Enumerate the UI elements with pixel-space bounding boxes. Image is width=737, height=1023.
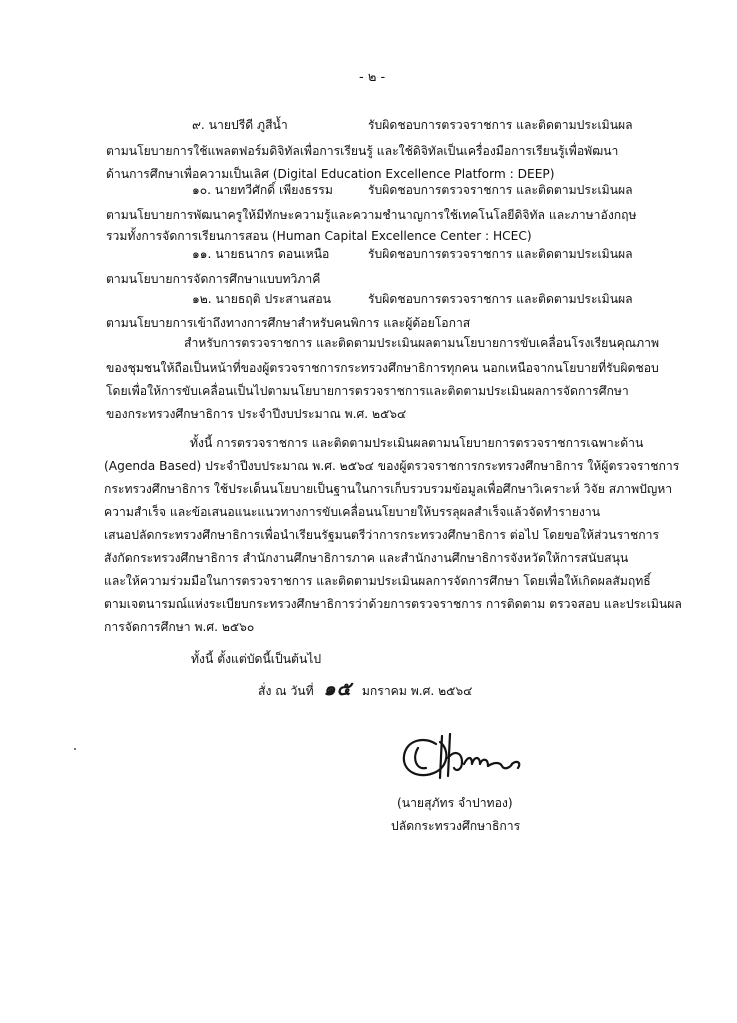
- order-date-prefix: สั่ง ณ วันที่: [258, 684, 314, 698]
- assignment-text: ตามนโยบายการจัดการศึกษาแบบทวิภาคี: [106, 272, 321, 286]
- paragraph-line: ของชุมชนให้ถือเป็นหน้าที่ของผู้ตรวจราชการกระทรวงศึกษาธิการทุกคน นอกเหนือจากนโยบายที่รับผิดชอบ: [106, 361, 659, 375]
- assignment-duty: รับผิดชอบการตรวจราชการ และติดตามประเมินผล: [368, 292, 633, 306]
- assignment-text: ตามนโยบายการใช้แพลตฟอร์มดิจิทัลเพื่อการเรียนรู้ และใช้ดิจิทัลเป็นเครื่องมือการเรียนรู้เพื่อพัฒนา: [106, 144, 619, 158]
- assignment-name: ๑๑. นายธนากร ดอนเหนือ: [192, 247, 330, 261]
- signatory-title: ปลัดกระทรวงศึกษาธิการ: [391, 819, 521, 833]
- page-number: - ๒ -: [359, 70, 386, 85]
- order-date: [258, 678, 473, 700]
- assignment-name: ๑๐. นายทวีศักดิ์ เพียงธรรม: [192, 183, 333, 197]
- assignment-text: ตามนโยบายการพัฒนาครูให้มีทักษะความรู้และความชำนาญการใช้เทคโนโลยีดิจิทัล และภาษาอังกฤษ: [106, 208, 637, 222]
- paragraph-line: สังกัดกระทรวงศึกษาธิการ สำนักงานศึกษาธิการภาค และสำนักงานศึกษาธิการจังหวัดให้การสนับสนุน: [104, 551, 629, 565]
- paragraph-line: โดยเพื่อให้การขับเคลื่อนเป็นไปตามนโยบายการตรวจราชการและติดตามประเมินผลการจัดการศึกษา: [106, 384, 629, 398]
- effective-statement: ทั้งนี้ ตั้งแต่บัดนี้เป็นต้นไป: [191, 652, 322, 666]
- paragraph-line: เสนอปลัดกระทรวงศึกษาธิการเพื่อนำเรียนรัฐมนตรีว่าการกระทรวงศึกษาธิการ ต่อไป โดยขอให้ส่วนราชการ: [104, 528, 660, 542]
- paragraph-line: ตามเจตนารมณ์แห่งระเบียบกระทรวงศึกษาธิการว่าด้วยการตรวจราชการ การติดตาม ตรวจสอบ และประเมินผล: [104, 597, 682, 611]
- assignment-duty: รับผิดชอบการตรวจราชการ และติดตามประเมินผล: [368, 247, 633, 261]
- assignment-duty: รับผิดชอบการตรวจราชการ และติดตามประเมินผล: [368, 118, 633, 132]
- paragraph-line: ของกระทรวงศึกษาธิการ ประจำปีงบประมาณ พ.ศ. ๒๕๖๔: [106, 407, 407, 421]
- paragraph-line: สำหรับการตรวจราชการ และติดตามประเมินผลตามนโยบายการขับเคลื่อนโรงเรียนคุณภาพ: [184, 336, 659, 350]
- assignment-text: ตามนโยบายการเข้าถึงทางการศึกษาสำหรับคนพิการ และผู้ด้อยโอกาส: [106, 316, 471, 330]
- paragraph-line: ความสำเร็จ และข้อเสนอแนะแนวทางการขับเคลื่อนนโยบายให้บรรลุผลสำเร็จแล้วจัดทำรายงาน: [104, 505, 601, 519]
- paragraph-line: (Agenda Based) ประจำปีงบประมาณ พ.ศ. ๒๕๖๔ ของผู้ตรวจราชการกระทรวงศึกษาธิการ ให้ผู้ตรวจราชการ: [104, 459, 680, 473]
- assignment-text: ด้านการศึกษาเพื่อความเป็นเลิศ (Digital Education Excellence Platform : DEEP): [106, 167, 555, 181]
- paragraph-line: และให้ความร่วมมือในการตรวจราชการ และติดตามประเมินผลการจัดการศึกษา โดยเพื่อให้เกิดผลสัมฤทธิ์: [104, 574, 651, 588]
- assignment-duty: รับผิดชอบการตรวจราชการ และติดตามประเมินผล: [368, 183, 633, 197]
- paragraph-line: ทั้งนี้ การตรวจราชการ และติดตามประเมินผลตามนโยบายการตรวจราชการเฉพาะด้าน: [190, 436, 644, 450]
- scan-speck: [74, 748, 76, 750]
- assignment-text: รวมทั้งการจัดการเรียนการสอน (Human Capital Excellence Center : HCEC): [106, 229, 532, 243]
- assignment-name: ๑๒. นายธฤติ ประสานสอน: [192, 292, 331, 306]
- order-date-day: ๑๕: [323, 678, 352, 700]
- signature: [396, 728, 536, 790]
- assignment-name: ๙. นายปรีดี ภูสีน้ำ: [192, 118, 288, 132]
- paragraph-line: การจัดการศึกษา พ.ศ. ๒๕๖๐: [104, 620, 255, 634]
- order-date-suffix: มกราคม พ.ศ. ๒๕๖๔: [361, 684, 473, 698]
- signatory-name: (นายสุภัทร จำปาทอง): [397, 796, 513, 810]
- paragraph-line: กระทรวงศึกษาธิการ ใช้ประเด็นนโยบายเป็นฐานในการเก็บรวบรวมข้อมูลเพื่อศึกษาวิเคราะห์ วิจัย สภาพปัญหา: [104, 482, 673, 496]
